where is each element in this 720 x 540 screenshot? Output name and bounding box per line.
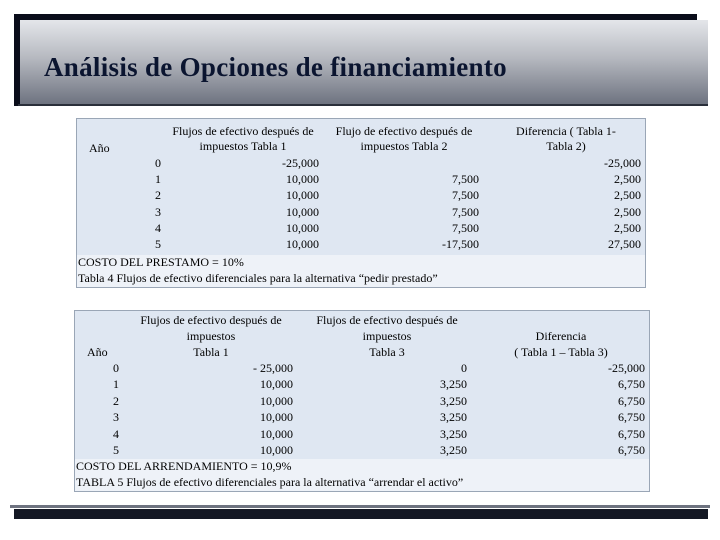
table2-header-year: Año bbox=[87, 345, 108, 359]
table2-row-3-diff: 6,750 bbox=[618, 410, 645, 425]
table1-row-0-year: 0 bbox=[155, 156, 161, 170]
table2-header-t1-line3: Tabla 1 bbox=[193, 345, 229, 359]
table2-row-2-year: 2 bbox=[113, 393, 119, 408]
table2-row-1-diff: 6,750 bbox=[618, 377, 645, 392]
table2-row-4-diff: 6,750 bbox=[618, 426, 645, 441]
table-lease bbox=[74, 310, 650, 492]
bottom-bar-accent bbox=[10, 505, 710, 508]
table2-note: COSTO DEL ARRENDAMIENTO = 10,9% bbox=[76, 459, 292, 473]
table1-row-5-diff: 27,500 bbox=[608, 237, 641, 251]
table-borrow bbox=[76, 118, 646, 288]
table1-row-4-t1: 10,000 bbox=[286, 220, 319, 235]
table2-caption-row bbox=[75, 475, 649, 491]
table1-row-2-t2: 7,500 bbox=[452, 188, 479, 203]
table2-row-0-year: 0 bbox=[113, 361, 119, 375]
table1-row-4-t2: 7,500 bbox=[452, 220, 479, 235]
table1-row-2-t1: 10,000 bbox=[286, 188, 319, 203]
table1-note-row bbox=[77, 255, 645, 271]
table2-header-diff-line1: Diferencia bbox=[535, 329, 587, 343]
table2-row-1-t1: 10,000 bbox=[260, 377, 293, 392]
table2-row-1-year: 1 bbox=[113, 377, 119, 392]
table1-row-1-t1: 10,000 bbox=[286, 172, 319, 187]
bottom-bar bbox=[14, 509, 708, 519]
table2-row-0-t3: 0 bbox=[461, 361, 467, 375]
table1-header-t2: Flujo de efectivo después de impuestos Tabla 2 bbox=[335, 124, 473, 153]
table2-row-5-year: 5 bbox=[113, 443, 119, 457]
title-banner-edge bbox=[14, 20, 20, 104]
table1-row-5-year: 5 bbox=[155, 237, 161, 251]
table2-header-t3-line3: Tabla 3 bbox=[369, 345, 405, 359]
table1-row-3-t2: 7,500 bbox=[452, 204, 479, 219]
table1-row-2-year: 2 bbox=[155, 188, 161, 203]
table2-row-4-t3: 3,250 bbox=[440, 426, 467, 441]
table1-row-0-diff: -25,000 bbox=[604, 156, 641, 170]
table1-caption-row bbox=[77, 271, 645, 287]
table1-row-4-diff: 2,500 bbox=[614, 220, 641, 235]
table2-row-4-t1: 10,000 bbox=[260, 426, 293, 441]
table2-header-t1-line1: Flujos de efectivo después de bbox=[140, 313, 282, 327]
slide-title: Análisis de Opciones de financiamiento bbox=[44, 52, 507, 82]
table1-row-1-diff: 2,500 bbox=[614, 172, 641, 187]
table1-row-3-diff: 2,500 bbox=[614, 204, 641, 219]
table2-note-row bbox=[75, 459, 649, 475]
table2-row-1-t3: 3,250 bbox=[440, 377, 467, 392]
table1-row-4-year: 4 bbox=[155, 220, 161, 235]
table1-row-1-year: 1 bbox=[155, 172, 161, 187]
table2-row-3-t3: 3,250 bbox=[440, 410, 467, 425]
table2-row-5-t1: 10,000 bbox=[260, 443, 293, 457]
table1-row-0-t1: -25,000 bbox=[282, 156, 319, 170]
table2-row-2-diff: 6,750 bbox=[618, 393, 645, 408]
table1-header-t1: Flujos de efectivo después de impuestos Tabla 1 bbox=[172, 124, 314, 153]
table2-row-2-t3: 3,250 bbox=[440, 393, 467, 408]
table1-row-2-diff: 2,500 bbox=[614, 188, 641, 203]
table2-caption: TABLA 5 Flujos de efectivo diferenciales para la alternativa “arrendar el activo” bbox=[76, 475, 464, 489]
table2-row-2-t1: 10,000 bbox=[260, 393, 293, 408]
table2-header-t3-line2: impuestos bbox=[362, 329, 412, 343]
table2-header-t1-line2: impuestos bbox=[186, 329, 236, 343]
table2-row-5-diff: 6,750 bbox=[618, 443, 645, 457]
table2-row-0-diff: -25,000 bbox=[608, 361, 645, 375]
table2-header-diff-line2: ( Tabla 1 – Tabla 3) bbox=[514, 345, 608, 359]
table1-note: COSTO DEL PRESTAMO = 10% bbox=[78, 255, 244, 269]
table1-row-3-year: 3 bbox=[155, 204, 161, 219]
table1-caption: Tabla 4 Flujos de efectivo diferenciales para la alternativa “pedir prestado” bbox=[78, 271, 438, 285]
table1-row-5-t1: 10,000 bbox=[286, 237, 319, 251]
table1-row-3-t1: 10,000 bbox=[286, 204, 319, 219]
table2-row-3-year: 3 bbox=[113, 410, 119, 425]
table1-row-1-t2: 7,500 bbox=[452, 172, 479, 187]
table2-row-4-year: 4 bbox=[113, 426, 119, 441]
table2-row-0-t1: - 25,000 bbox=[253, 361, 293, 375]
table2-header-t3-line1: Flujos de efectivo después de bbox=[316, 313, 458, 327]
table1-row-5-t2: -17,500 bbox=[442, 237, 479, 251]
table2-row-5-t3: 3,250 bbox=[440, 443, 467, 457]
table2-row-3-t1: 10,000 bbox=[260, 410, 293, 425]
table1-header-diff: Diferencia ( Tabla 1- Tabla 2) bbox=[516, 124, 616, 153]
table1-header-year: Año bbox=[89, 141, 110, 155]
